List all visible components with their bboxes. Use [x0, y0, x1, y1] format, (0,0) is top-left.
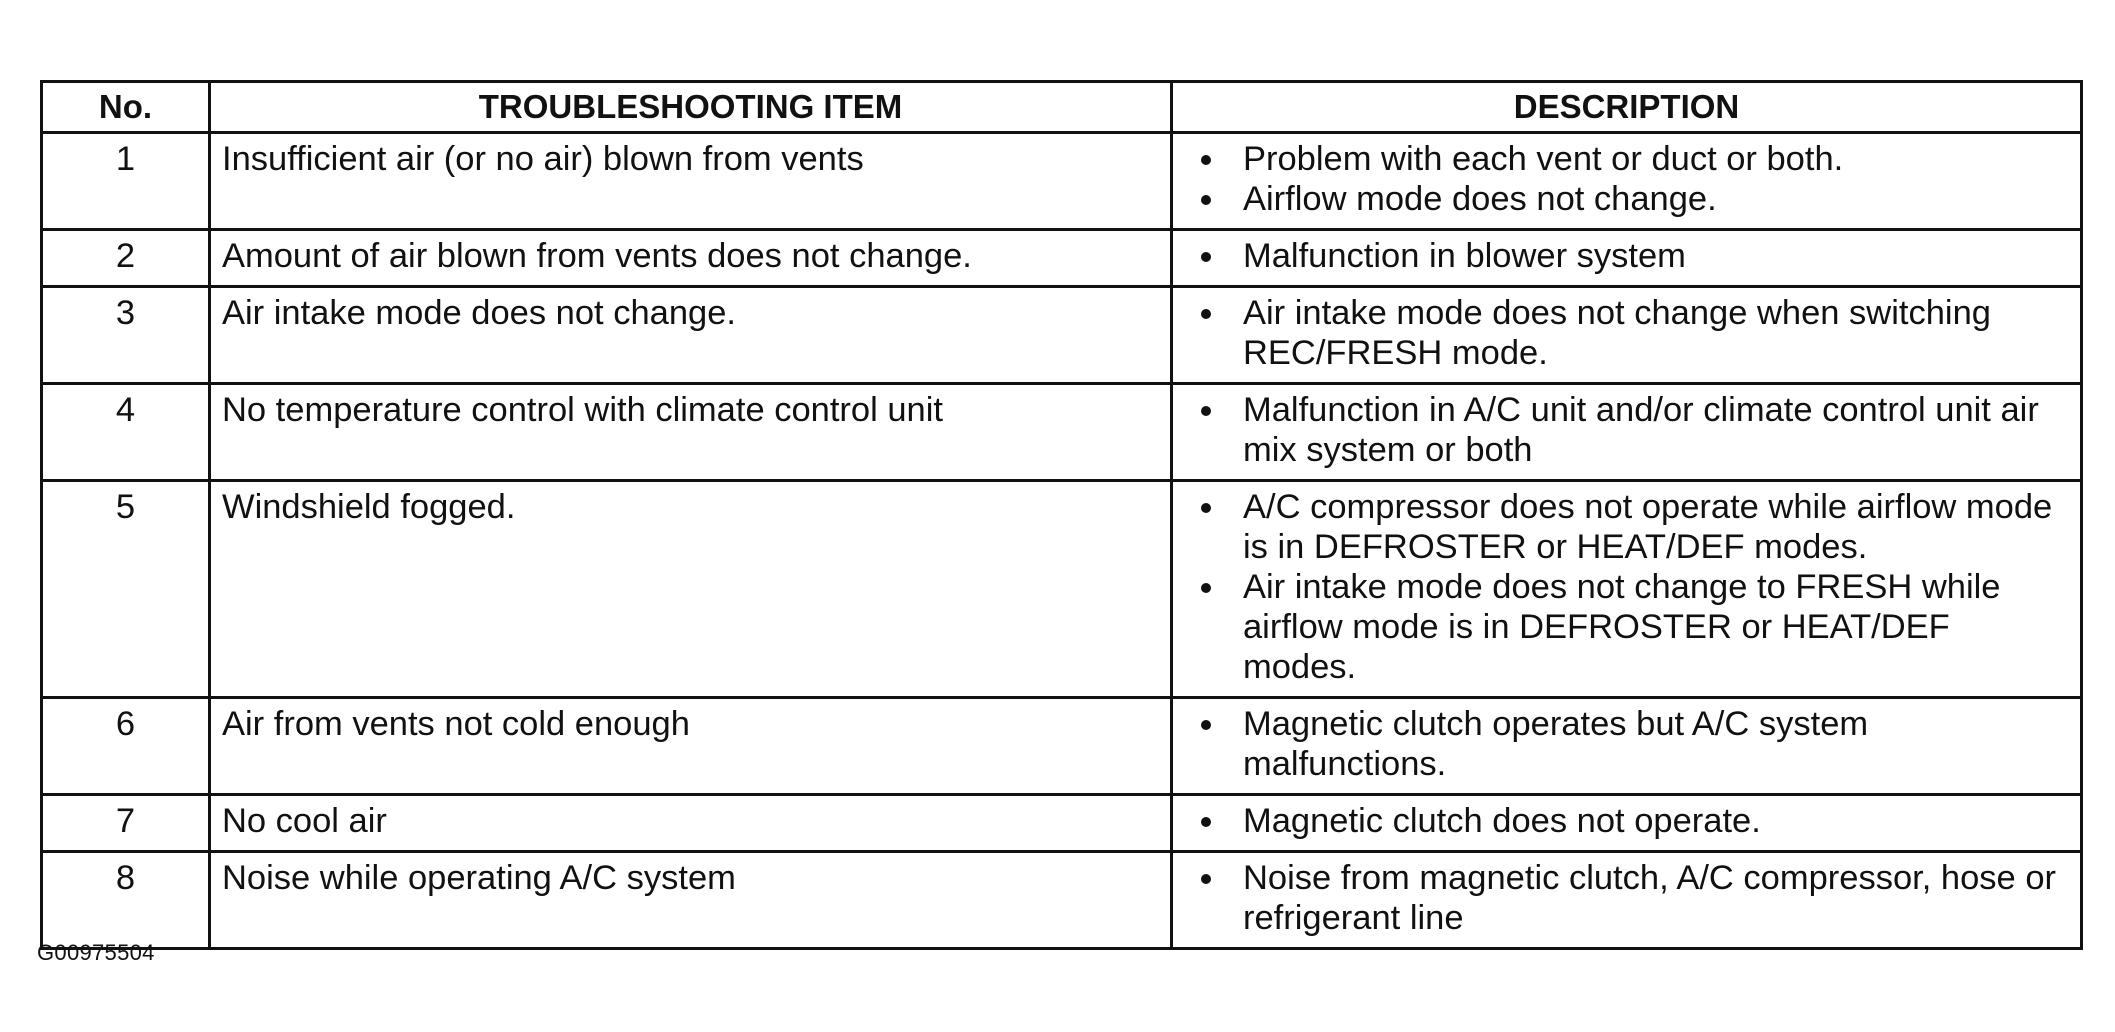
bullet-icon — [1201, 155, 1211, 165]
description-text: Magnetic clutch operates but A/C system malfunctions. — [1243, 705, 1869, 783]
bullet-icon — [1201, 817, 1211, 827]
bullet-icon — [1201, 583, 1211, 593]
description-list — [1187, 293, 2068, 373]
description-list — [1187, 390, 2068, 470]
table-row — [42, 481, 2082, 698]
description-list — [1187, 704, 2068, 784]
description-list — [1187, 487, 2068, 687]
row-number: 3 — [42, 287, 210, 384]
description-item — [1187, 704, 2068, 784]
bullet-icon — [1201, 503, 1211, 513]
row-number: 8 — [42, 852, 210, 949]
description-text: A/C compressor does not operate while airflow mode is in DEFROSTER or HEAT/DEF modes. — [1243, 488, 2053, 566]
description-cell — [1172, 287, 2082, 384]
troubleshooting-item: Insufficient air (or no air) blown from vents — [210, 133, 1172, 230]
bullet-icon — [1201, 309, 1211, 319]
description-item — [1187, 567, 2068, 687]
troubleshooting-item: Air intake mode does not change. — [210, 287, 1172, 384]
description-text: Malfunction in blower system — [1243, 237, 1686, 275]
description-text: Air intake mode does not change to FRESH while airflow mode is in DEFROSTER or HEAT/DEF modes. — [1243, 568, 2001, 686]
figure-id: G00975504 — [37, 940, 155, 965]
row-number: 1 — [42, 133, 210, 230]
bullet-icon — [1201, 720, 1211, 730]
description-text: Problem with each vent or duct or both. — [1243, 140, 1844, 178]
description-item — [1187, 390, 2068, 470]
description-list — [1187, 858, 2068, 938]
table-row — [42, 230, 2082, 287]
row-number: 7 — [42, 795, 210, 852]
header-no: No. — [42, 82, 210, 133]
description-item — [1187, 139, 2068, 179]
header-description: DESCRIPTION — [1172, 82, 2082, 133]
header-row — [42, 82, 2082, 133]
bullet-icon — [1201, 195, 1211, 205]
description-text: Magnetic clutch does not operate. — [1243, 802, 1761, 840]
description-text: Air intake mode does not change when switching REC/FRESH mode. — [1243, 294, 1991, 372]
table-row — [42, 287, 2082, 384]
row-number: 4 — [42, 384, 210, 481]
description-list — [1187, 236, 2068, 276]
troubleshooting-item: Noise while operating A/C system — [210, 852, 1172, 949]
table-row — [42, 698, 2082, 795]
table-row — [42, 384, 2082, 481]
description-cell — [1172, 852, 2082, 949]
bullet-icon — [1201, 874, 1211, 884]
description-item — [1187, 858, 2068, 938]
row-number: 6 — [42, 698, 210, 795]
troubleshooting-item: Air from vents not cold enough — [210, 698, 1172, 795]
troubleshooting-table — [40, 80, 2083, 950]
row-number: 5 — [42, 481, 210, 698]
description-cell — [1172, 795, 2082, 852]
header-troubleshooting-item: TROUBLESHOOTING ITEM — [210, 82, 1172, 133]
table-row — [42, 133, 2082, 230]
table-row — [42, 852, 2082, 949]
description-item — [1187, 801, 2068, 841]
description-text: Noise from magnetic clutch, A/C compressor, hose or refrigerant line — [1243, 859, 2056, 937]
table-body — [42, 133, 2082, 949]
troubleshooting-item: Windshield fogged. — [210, 481, 1172, 698]
description-item — [1187, 293, 2068, 373]
troubleshooting-item: No cool air — [210, 795, 1172, 852]
troubleshooting-item: Amount of air blown from vents does not change. — [210, 230, 1172, 287]
description-item — [1187, 236, 2068, 276]
description-text: Malfunction in A/C unit and/or climate control unit air mix system or both — [1243, 391, 2039, 469]
description-text: Airflow mode does not change. — [1243, 180, 1717, 218]
bullet-icon — [1201, 406, 1211, 416]
bullet-icon — [1201, 252, 1211, 262]
description-cell — [1172, 230, 2082, 287]
description-cell — [1172, 384, 2082, 481]
description-item — [1187, 487, 2068, 567]
description-cell — [1172, 481, 2082, 698]
description-list — [1187, 801, 2068, 841]
row-number: 2 — [42, 230, 210, 287]
description-item — [1187, 179, 2068, 219]
description-cell — [1172, 133, 2082, 230]
troubleshooting-item: No temperature control with climate control unit — [210, 384, 1172, 481]
table-row — [42, 795, 2082, 852]
description-list — [1187, 139, 2068, 219]
description-cell — [1172, 698, 2082, 795]
